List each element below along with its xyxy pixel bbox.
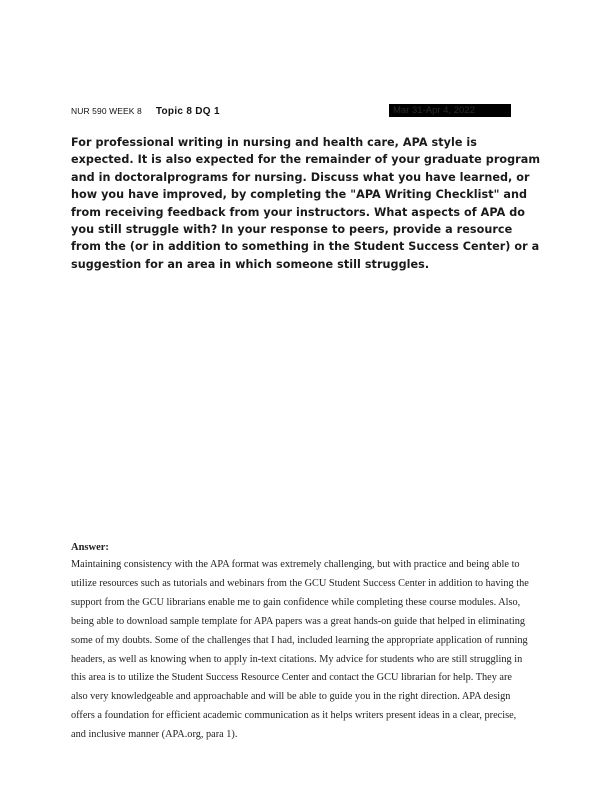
course-code: NUR 590 WEEK 8 <box>71 106 142 116</box>
date-range-highlight: Mar 31-Apr 4, 2022 <box>389 104 511 117</box>
discussion-prompt: For professional writing in nursing and health care, APA style is expected. It is also expected for the remainder of your graduate program and in doctoralprograms for nursing. Discuss what you have learned, or how you have improved, by completing the "APA Writing Checklist" and from receiving feedback from your instructors. What aspects of APA do you still struggle with? In your response to peers, provide a resource from the (or in addition to something in the Student Success Center) or a suggestion for an area in which someone still struggles. <box>71 136 541 271</box>
answer-heading: Answer: <box>71 542 109 553</box>
topic-title: Topic 8 DQ 1 <box>155 105 220 117</box>
answer-section <box>71 541 531 745</box>
answer-body: Maintaining consistency with the APA format was extremely challenging, but with practice and being able to utilize resources such as tutorials and webinars from the GCU Student Success Center in addition to having the support from the GCU librarians enable me to gain confidence while completing these course modules. Also, being able to download sample template for APA papers was a great hands-on guide that helped in eliminating some of my doubts. Some of the challenges that I had, included learning the appropriate application of running headers, as well as knowing when to apply in-text citations. My advice for students who are still struggling in this area is to utilize the Student Success Resource Center and contact the GCU librarian for help. They are also very knowledgeable and approachable and will be able to guide you in the right direction. APA design offers a foundation for efficient academic communication as it helps writers present ideas in a clear, precise, and inclusive manner (APA.org, para 1). <box>71 559 529 741</box>
document-header <box>71 104 531 118</box>
